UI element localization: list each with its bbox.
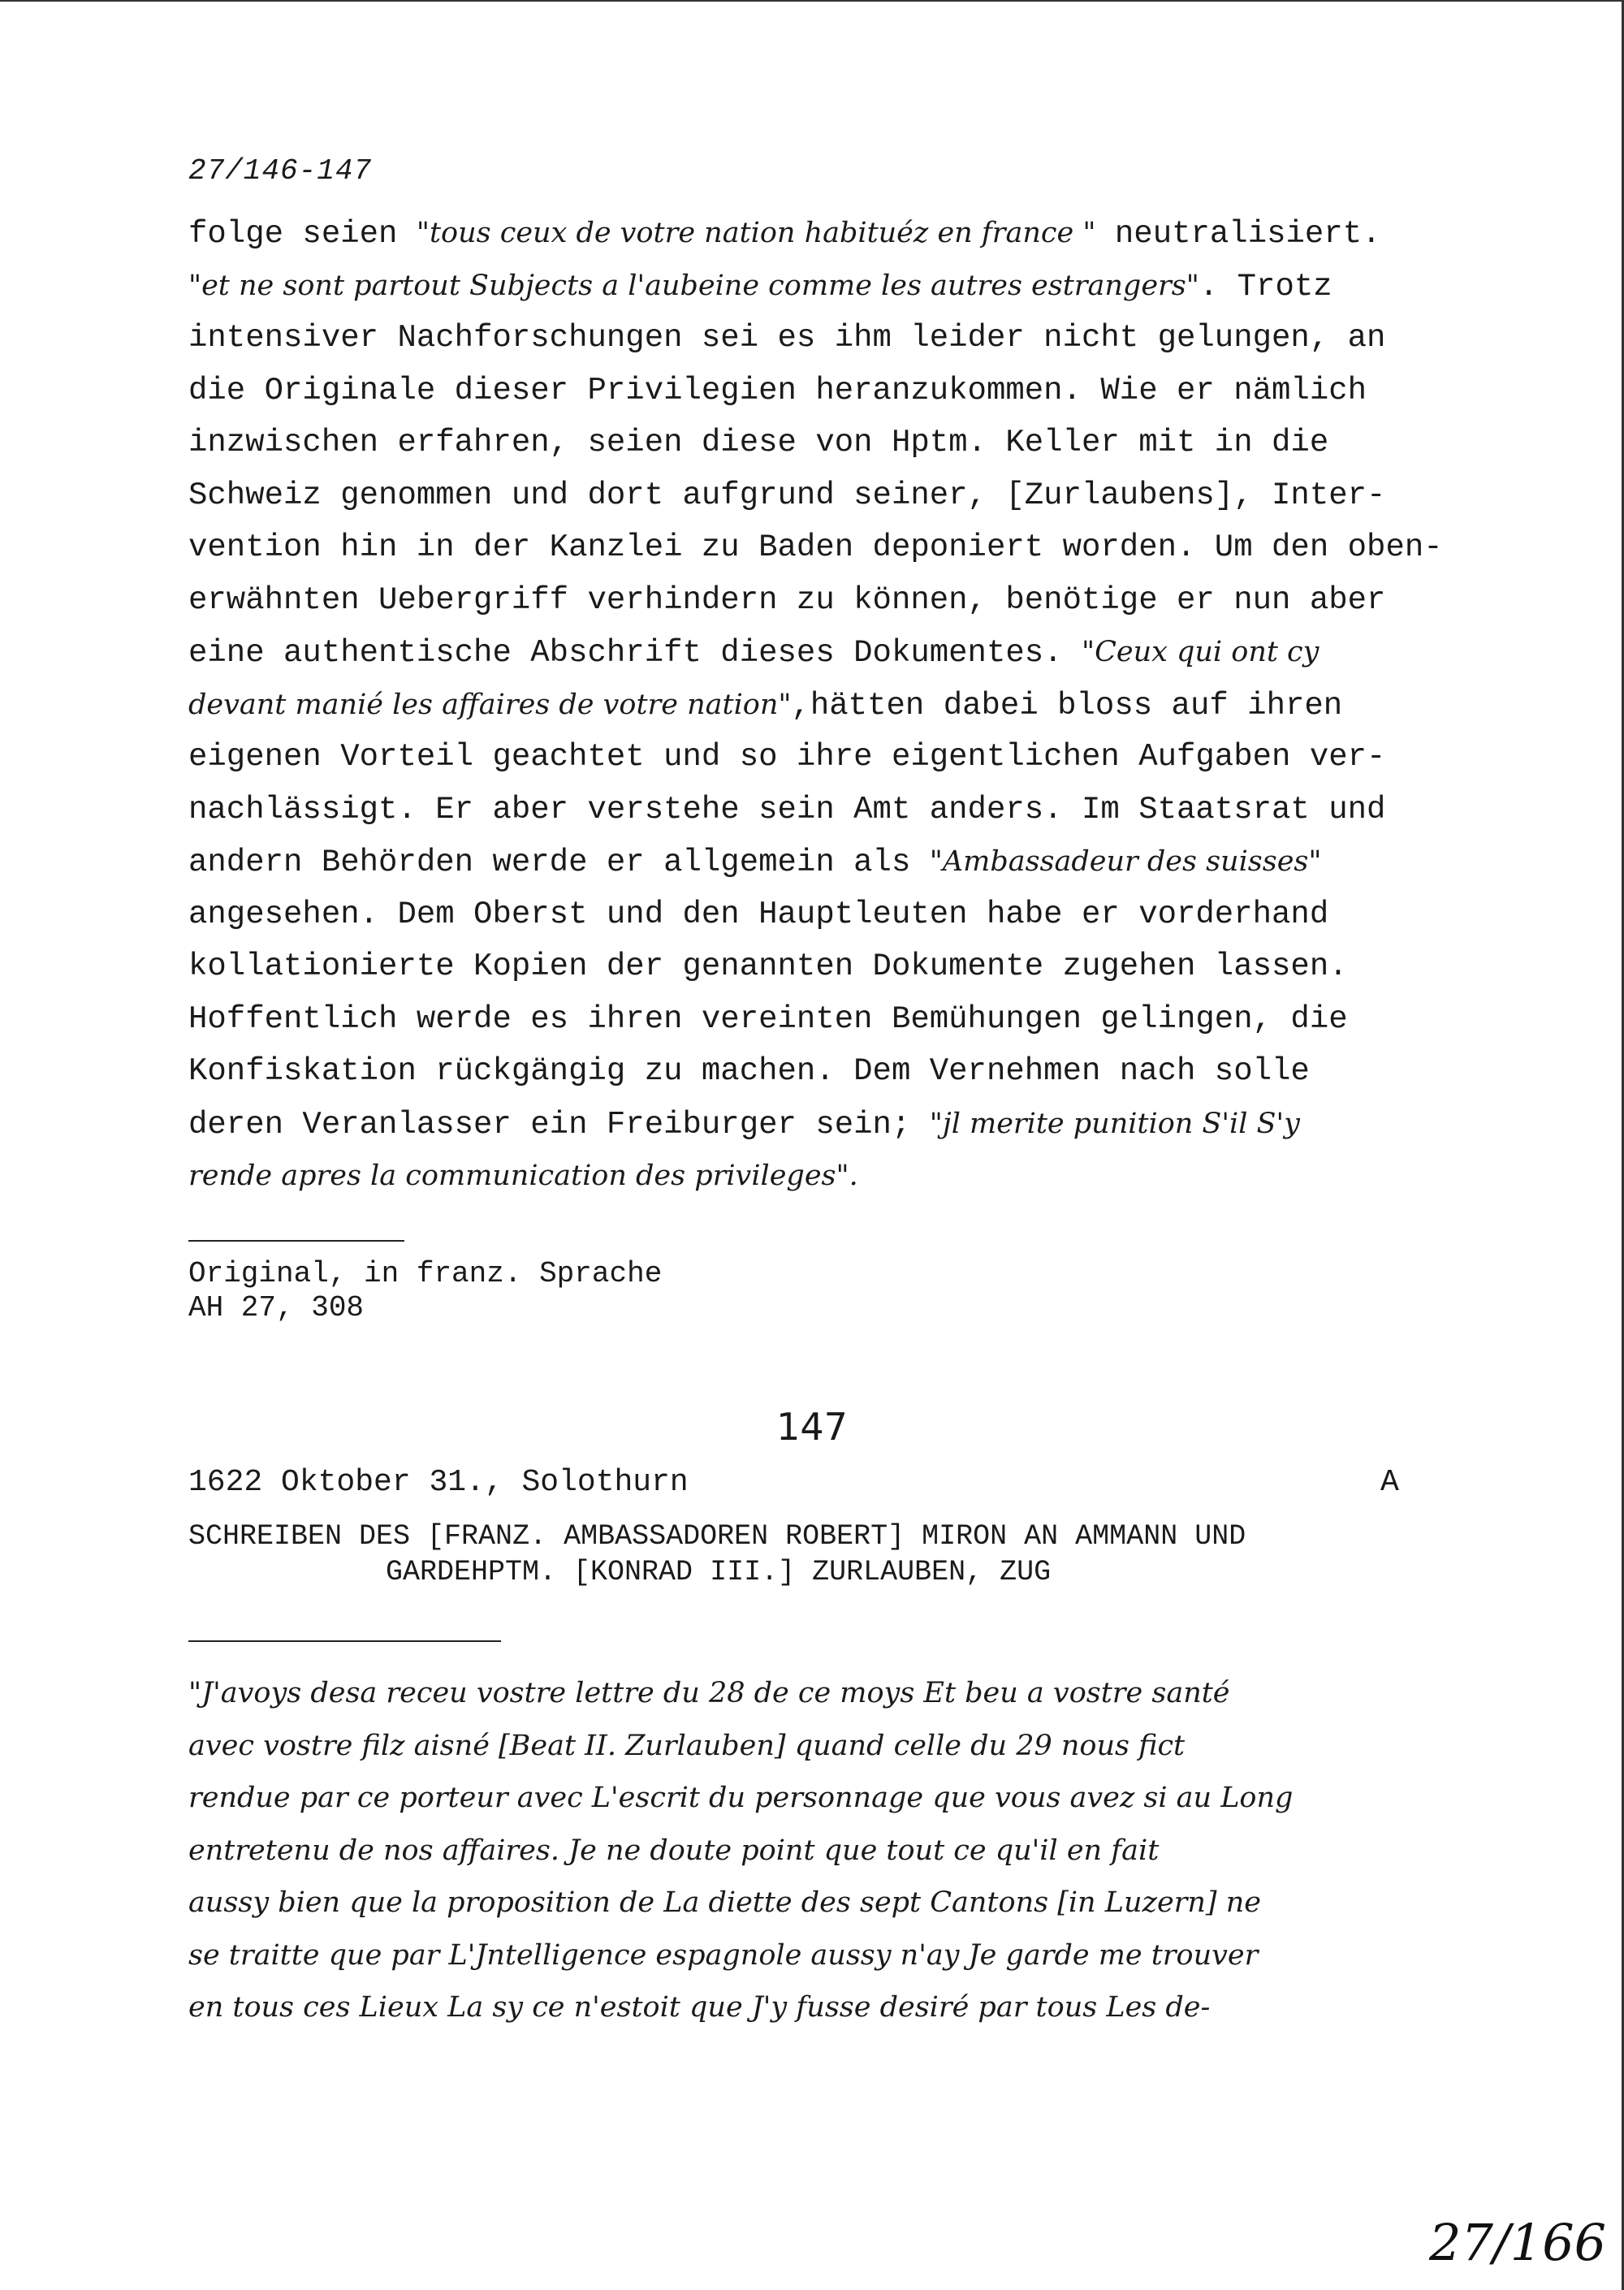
quote-line: avec vostre filz aisné [Beat II. Zurlauben] quand celle du 29 nous fict (188, 1729, 1186, 1762)
text-segment: Hoffentlich werde es ihren vereinten Bemühungen gelingen, die (188, 1000, 1348, 1037)
body-line (188, 888, 1536, 941)
italic-quote-segment: "jl merite punition S'il S'y (929, 1107, 1300, 1140)
letter-code: A (1380, 1465, 1399, 1500)
quote-line: se traitte que par L'Jntelligence espagnole aussy n'ay Je garde me trouver (188, 1938, 1259, 1972)
source-note-line: AH 27, 308 (188, 1291, 365, 1324)
body-line (188, 626, 1536, 679)
text-segment: angesehen. Dem Oberst und den Hauptleuten habe er vorderhand (188, 896, 1329, 932)
source-note (188, 1257, 662, 1325)
italic-quote-segment: devant manié les affaires de votre nation" (188, 688, 792, 721)
body-paragraph (188, 207, 1536, 1203)
italic-quote-segment: "Ceux qui ont cy (1081, 636, 1320, 668)
text-segment: . Trotz (1199, 268, 1332, 305)
document-reference: 27/146-147 (188, 154, 373, 188)
text-segment: inzwischen erfahren, seien diese von Hptm. Keller mit in die (188, 425, 1329, 460)
body-line (188, 836, 1536, 888)
text-segment: deren Veranlasser ein Freiburger sein; (188, 1106, 930, 1143)
text-segment: die Originale dieser Privilegien heranzukommen. Wie er nämlich (188, 372, 1367, 408)
italic-quote-segment: "et ne sont partout Subjects a l'aubeine comme les autres estrangers" (188, 269, 1199, 302)
text-segment: eine authentische Abschrift dieses Dokumentes. (188, 635, 1082, 671)
quote-line: "J'avoys desa receu vostre lettre du 28 de ce moys Et beu a vostre santé (188, 1677, 1230, 1709)
body-line (188, 469, 1536, 522)
text-segment: andern Behörden werde er allgemein als (188, 845, 930, 880)
text-segment: neutralisiert. (1095, 216, 1381, 252)
text-segment: Schweiz genommen und dort aufgrund seiner, [Zurlaubens], Inter- (188, 477, 1386, 513)
body-line (188, 417, 1536, 469)
italic-quote-segment: "Ambassadeur des suisses" (929, 845, 1322, 878)
body-line (188, 365, 1536, 417)
body-line (188, 993, 1536, 1046)
text-segment: vention hin in der Kanzlei zu Baden deponiert worden. Um den oben- (188, 529, 1443, 565)
text-segment: erwähnten Uebergriff verhindern zu können, benötige er nun aber (188, 581, 1386, 618)
page-border-top (0, 0, 1624, 2)
source-note-line: Original, in franz. Sprache (188, 1257, 663, 1290)
body-line (188, 1098, 1536, 1151)
quote-line: aussy bien que la proposition de La diette des sept Cantons [in Luzern] ne (188, 1886, 1261, 1919)
body-line (188, 784, 1536, 836)
body-line (188, 574, 1536, 627)
quote-line: rendue par ce porteur avec L'escrit du personnage que vous avez si au Long (188, 1782, 1294, 1814)
body-line (188, 1045, 1536, 1098)
heading-line: SCHREIBEN DES [FRANZ. AMBASSADOREN ROBERT] MIRON AN AMMANN UND (188, 1520, 1246, 1553)
text-segment: kollationierte Kopien der genannten Dokumente zugehen lassen. (188, 948, 1348, 984)
dateline: 1622 Oktober 31., Solothurn (188, 1465, 689, 1500)
document-number: 147 (776, 1405, 848, 1449)
quote-line: en tous ces Lieux La sy ce n'estoit que J'y fusse desiré par tous Les de- (188, 1991, 1211, 2024)
quote-line: entretenu de nos affaires. Je ne doute point que tout ce qu'il en fait (188, 1834, 1160, 1867)
body-line (188, 521, 1536, 574)
text-segment: intensiver Nachforschungen sei es ihm leider nicht gelungen, an (188, 320, 1386, 356)
footnote-rule (188, 1240, 404, 1242)
quoted-letter (188, 1667, 1569, 2034)
body-line (188, 260, 1536, 313)
text-segment: nachlässigt. Er aber verstehe sein Amt anders. Im Staatsrat und (188, 791, 1386, 827)
body-line (188, 731, 1536, 784)
body-line (188, 312, 1536, 365)
text-segment: ,hätten dabei bloss auf ihren (791, 687, 1343, 724)
body-line (188, 679, 1536, 732)
text-segment: eigenen Vorteil geachtet und so ihre eigentlichen Aufgaben ver- (188, 739, 1386, 775)
body-line (188, 1150, 1536, 1203)
heading-line: GARDEHPTM. [KONRAD III.] ZURLAUBEN, ZUG (386, 1556, 1052, 1588)
body-line (188, 940, 1536, 993)
italic-quote-segment: "tous ceux de votre nation habituéz en france " (416, 217, 1096, 249)
folio-number: 27/166 (1429, 2213, 1607, 2272)
text-segment: folge seien (188, 216, 417, 252)
body-line (188, 207, 1536, 260)
document-heading (188, 1519, 1569, 1590)
text-segment: Konfiskation rückgängig zu machen. Dem Vernehmen nach solle (188, 1053, 1310, 1089)
heading-rule (188, 1640, 501, 1642)
italic-quote-segment: rende apres la communication des privileges". (188, 1160, 858, 1192)
